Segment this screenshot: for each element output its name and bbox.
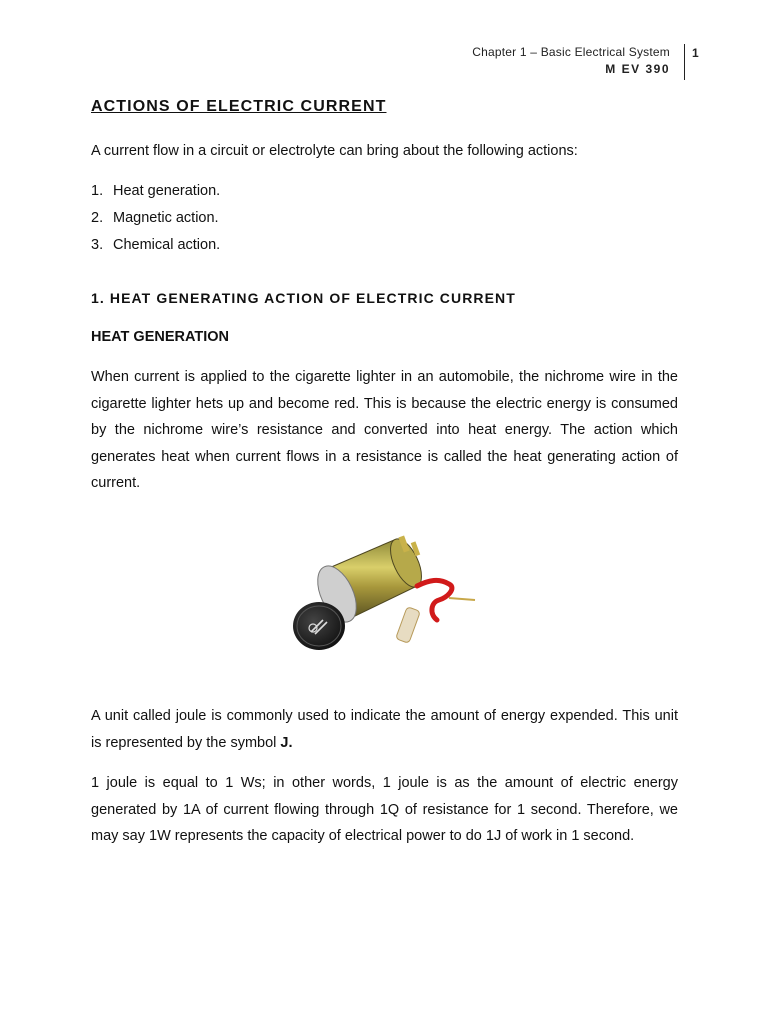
actions-list: [91, 182, 220, 263]
cigarette-lighter-image: [289, 528, 489, 663]
list-item: 1. Heat generation.: [91, 183, 221, 199]
page-header: [472, 44, 680, 78]
joule-paragraph: A unit called joule is commonly used to indicate the amount of energy expended. This unit is represented by the symbol J.: [91, 708, 678, 751]
sub-heading: HEAT GENERATION: [91, 329, 230, 345]
joule-symbol: J.: [280, 734, 293, 751]
list-item: 3. Chemical action.: [91, 237, 221, 253]
watt-second-paragraph: 1 joule is equal to 1 Ws; in other words, 1 joule is as the amount of electric energy generated by 1A of current flowing through 1Q of resistance for 1 second. Therefore, we may say 1W represents the capacity of electrical power to do 1J of work in 1 second.: [91, 775, 678, 844]
section-heading: 1. HEAT GENERATING ACTION OF ELECTRIC CURRENT: [91, 290, 516, 306]
page-title: ACTIONS OF ELECTRIC CURRENT: [91, 98, 387, 115]
page-number: 1: [692, 46, 699, 60]
header-divider: [684, 44, 685, 80]
course-code: M EV 390: [605, 62, 670, 76]
intro-text: A current flow in a circuit or electrolyte can bring about the following actions:: [91, 143, 578, 159]
list-item: 2. Magnetic action.: [91, 210, 219, 226]
chapter-title: Chapter 1 – Basic Electrical System: [472, 45, 670, 59]
heat-generation-paragraph: When current is applied to the cigarette lighter in an automobile, the nichrome wire in the cigarette lighter hets up and become red. This is because the electric energy is consumed by the nichrome wire’s resistance and converted into heat energy. The action which generates heat when current flows in a resistance is called the heat generating action of current.: [91, 369, 678, 491]
